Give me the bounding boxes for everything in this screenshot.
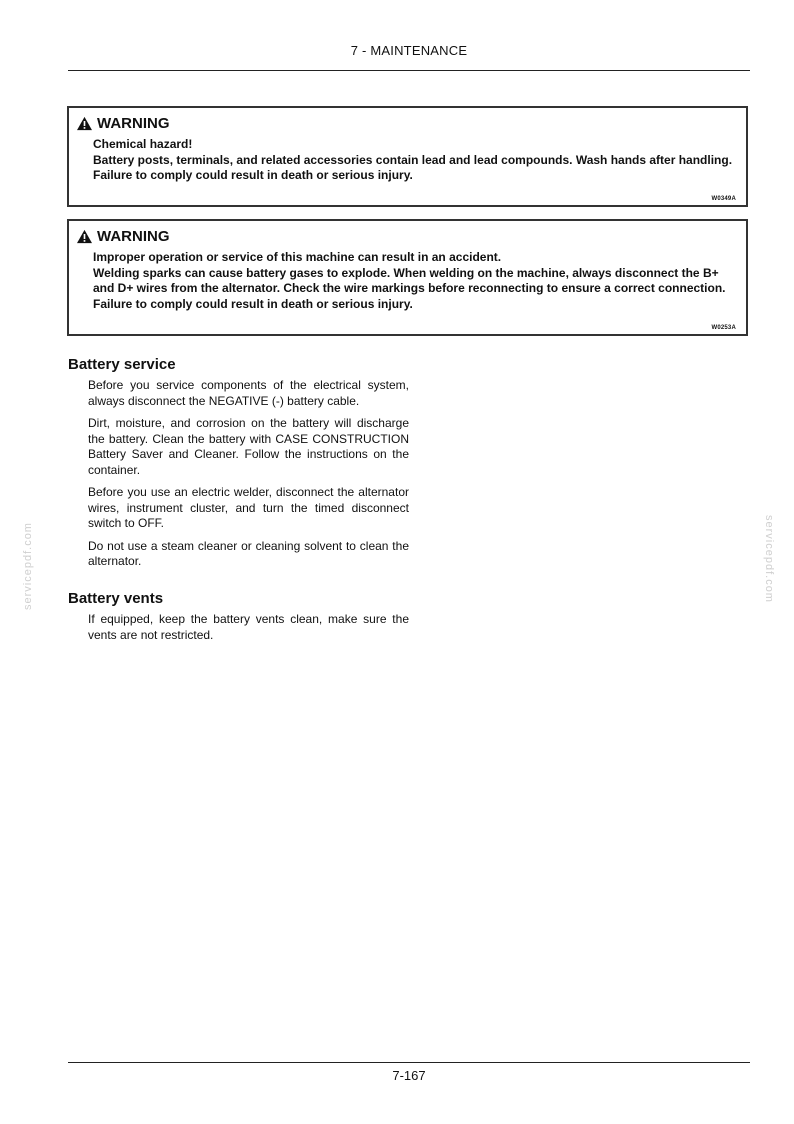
warning-code: W0349A <box>711 196 736 202</box>
warning-heading-label: WARNING <box>97 227 170 245</box>
warning-line: Chemical hazard! <box>93 137 193 151</box>
warning-box-welding <box>67 219 748 336</box>
warning-body <box>93 137 736 184</box>
paragraph: Before you service components of the electrical system, always disconnect the NEGATIVE (-) battery cable. <box>88 378 409 408</box>
paragraph: If equipped, keep the battery vents clean, make sure the vents are not restricted. <box>88 612 409 642</box>
warning-heading <box>79 226 736 246</box>
section-body-battery-vents <box>88 612 409 650</box>
warning-triangle-icon <box>76 229 93 244</box>
warning-heading <box>79 113 736 133</box>
watermark-left: servicepdf.com <box>22 522 34 610</box>
header-rule <box>68 70 750 71</box>
section-body-battery-service <box>88 378 409 577</box>
section-title-battery-vents: Battery vents <box>68 590 164 607</box>
warning-line: Failure to comply could result in death or serious injury. <box>93 296 413 311</box>
warning-triangle-icon <box>76 116 93 131</box>
paragraph: Do not use a steam cleaner or cleaning solvent to clean the alternator. <box>88 538 409 568</box>
page-header-title: 7 - MAINTENANCE <box>350 43 468 58</box>
watermark-right: servicepdf.com <box>763 515 775 603</box>
page-number: 7-167 <box>392 1068 426 1083</box>
section-title-battery-service: Battery service <box>68 356 176 373</box>
warning-line: Failure to comply could result in death or serious injury. <box>93 168 413 182</box>
warning-line: Battery posts, terminals, and related accessories contain lead and lead compounds. Wash hands after handling. <box>93 152 733 167</box>
paragraph: Before you use an electric welder, disconnect the alternator wires, instrument cluster, and turn the timed disconnect switch to OFF. <box>88 485 409 530</box>
warning-code: W0253A <box>711 325 736 331</box>
warning-body <box>93 250 736 312</box>
paragraph: Dirt, moisture, and corrosion on the battery will discharge the battery. Clean the battery with CASE CONSTRUCTION Battery Saver and Cleaner. Follow the instructions on the container. <box>88 416 409 477</box>
warning-line: Improper operation or service of this machine can result in an accident. <box>93 250 502 264</box>
footer-rule <box>68 1062 750 1063</box>
warning-heading-label: WARNING <box>97 114 170 132</box>
warning-box-chemical <box>67 106 748 207</box>
warning-line: Welding sparks can cause battery gases to explode. When welding on the machine, always disconnect the B+ and D+ wires from the alternator. Check the wire markings before reconnecting to ensure a correct connection. <box>93 265 726 295</box>
